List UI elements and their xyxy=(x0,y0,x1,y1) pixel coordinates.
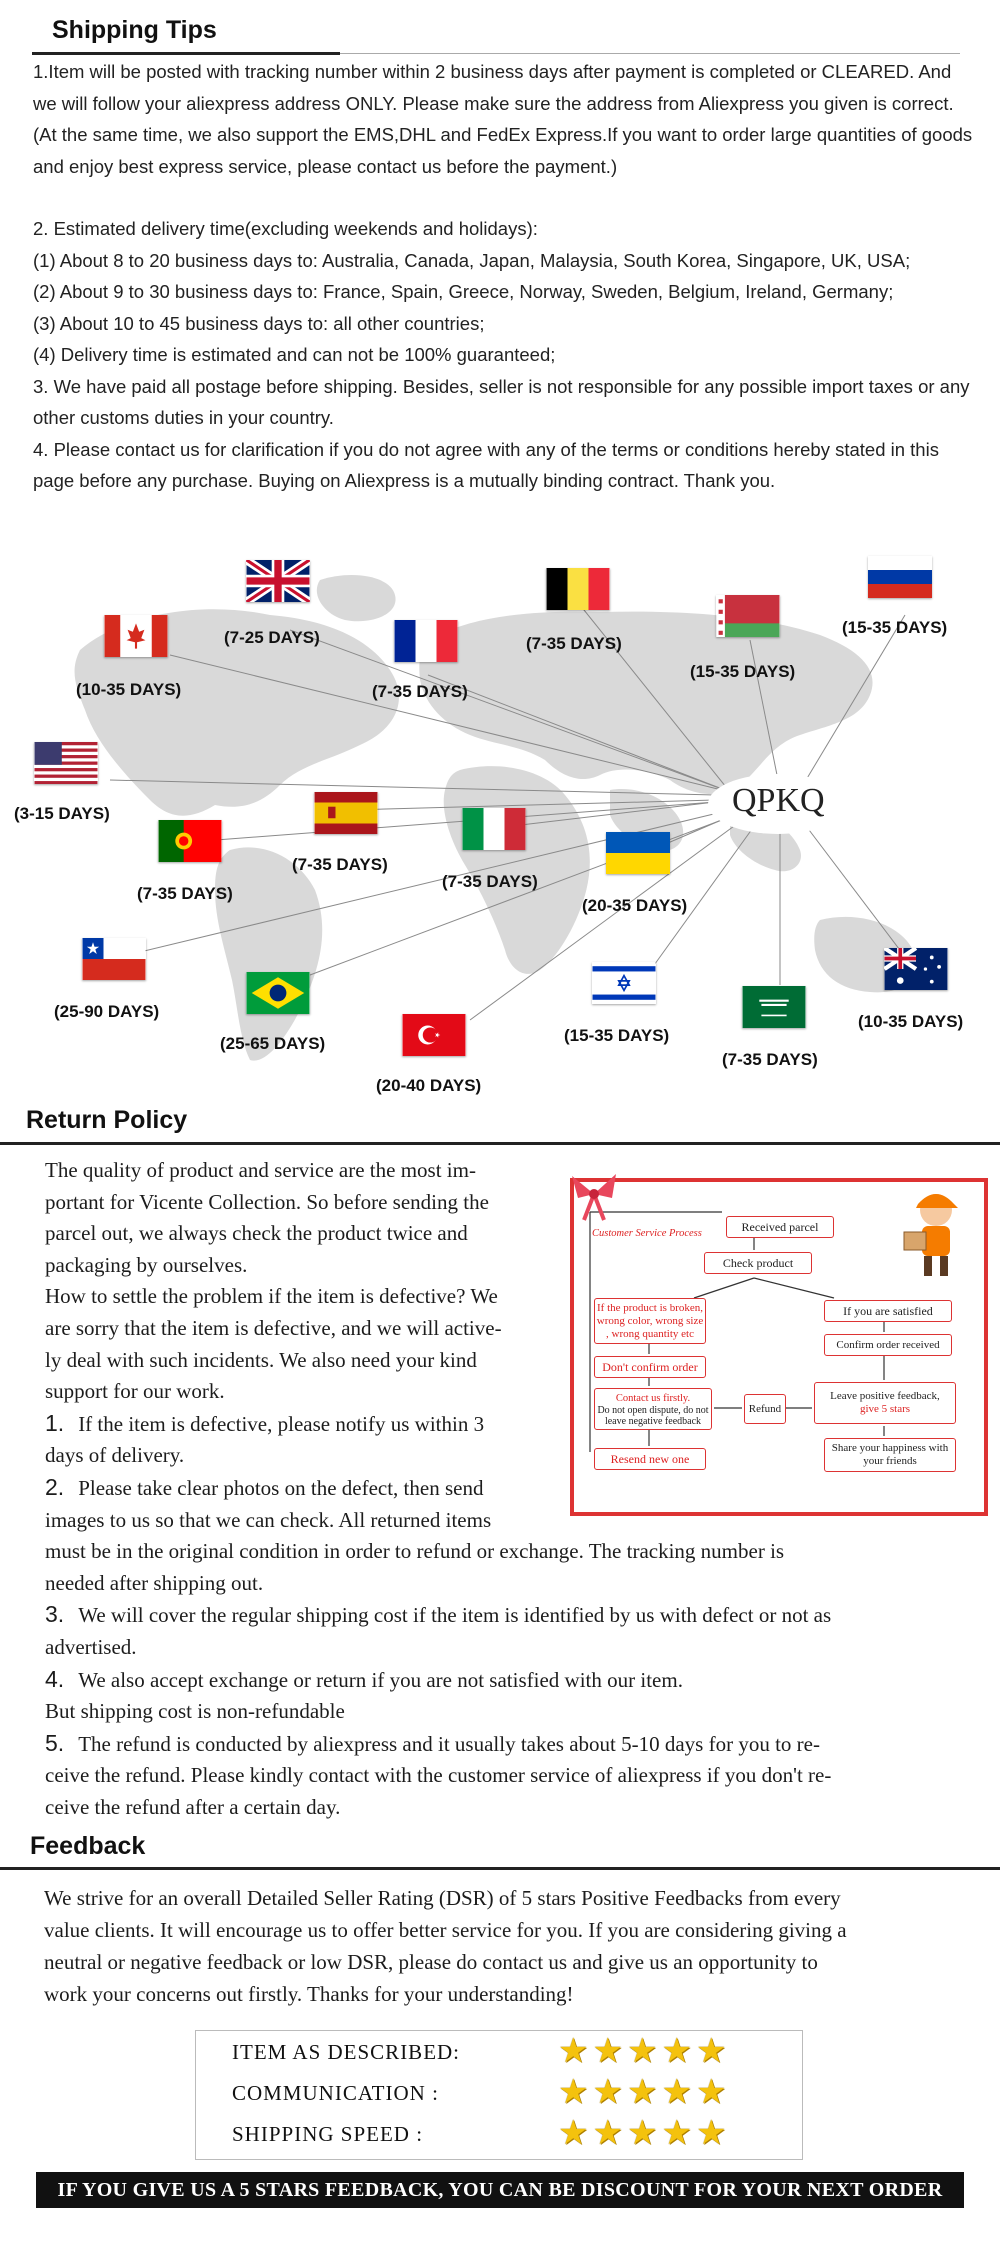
return-item-3 xyxy=(45,1599,965,1632)
feedback-line: neutral or negative feedback or low DSR, please do contact us and give us an opportunity to xyxy=(44,1950,818,1974)
shipping-line: (1) About 8 to 20 business days to: Australia, Canada, Japan, Malaysia, South Korea, Singapore, UK, USA; xyxy=(33,249,911,271)
label-australia: (10-35 DAYS) xyxy=(858,1012,964,1031)
shipping-title-rule xyxy=(32,52,340,55)
label-uk: (7-25 DAYS) xyxy=(224,628,320,647)
item-text: If the item is defective, please notify us within 3 xyxy=(78,1411,485,1436)
rating-label-shipping: SHIPPING SPEED : xyxy=(232,2122,424,2146)
russia-flag-icon xyxy=(868,556,932,598)
label-saudi: (7-35 DAYS) xyxy=(722,1050,818,1069)
label-israel: (15-35 DAYS) xyxy=(564,1026,670,1045)
star-icon: ★ xyxy=(695,2032,727,2070)
return-line: ceive the refund after a certain day. xyxy=(45,1794,341,1819)
process-confirm: Confirm order received xyxy=(824,1334,952,1356)
ribbon-bow-icon xyxy=(564,1164,624,1224)
label-canada: (10-35 DAYS) xyxy=(76,680,182,699)
process-contact xyxy=(594,1388,712,1430)
item-text: We will cover the regular shipping cost if the item is identified by us with defect or not as xyxy=(78,1603,832,1628)
process-leave-text: Leave positive feedback, xyxy=(830,1390,940,1402)
return-line: images to us so that we can check. All returned items xyxy=(45,1507,492,1532)
feedback-body xyxy=(44,1882,974,2010)
return-line: are sorry that the item is defective, and we will active- xyxy=(45,1315,502,1340)
shipping-line: and enjoy best express service, please contact us before the payment.) xyxy=(33,155,618,177)
star-icon: ★ xyxy=(661,2114,692,2152)
return-line: advertised. xyxy=(45,1634,137,1659)
feedback-line: work your concerns out firstly. Thanks for your understanding! xyxy=(44,1982,574,2006)
uk-flag-icon xyxy=(246,560,310,602)
label-belarus: (15-35 DAYS) xyxy=(690,662,796,681)
shipping-line: 4. Please contact us for clarification if you do not agree with any of the terms or conditions hereby stated in this xyxy=(33,438,939,460)
rating-stars xyxy=(558,2116,726,2150)
turkey-flag-icon xyxy=(402,1014,466,1056)
chile-flag-icon xyxy=(82,938,146,980)
label-italy: (7-35 DAYS) xyxy=(442,872,538,891)
return-line: needed after shipping out. xyxy=(45,1570,264,1595)
process-leave-feedback xyxy=(814,1382,956,1424)
label-turkey: (20-40 DAYS) xyxy=(376,1076,482,1095)
world-map xyxy=(0,520,1000,1110)
item-text: The refund is conducted by aliexpress and it usually takes about 5-10 days for you to re- xyxy=(78,1731,820,1756)
discount-banner xyxy=(36,2172,964,2208)
portugal-flag-icon xyxy=(158,820,222,862)
label-brazil: (25-65 DAYS) xyxy=(220,1034,326,1053)
return-line: parcel out, we always check the product twice and xyxy=(45,1221,468,1246)
label-ukraine: (20-35 DAYS) xyxy=(582,896,688,915)
process-satisfied: If you are satisfied xyxy=(824,1300,952,1322)
star-icon: ★ xyxy=(695,2114,727,2152)
process-contact-title: Contact us firstly. xyxy=(615,1392,691,1404)
process-check: Check product xyxy=(704,1252,812,1274)
return-line: But shipping cost is non-refundable xyxy=(45,1699,345,1724)
saudi-flag-icon xyxy=(742,986,806,1028)
star-icon: ★ xyxy=(695,2073,727,2111)
ukraine-flag-icon xyxy=(606,832,670,874)
shipping-line: we will follow your aliexpress address ONLY. Please make sure the address from Aliexpress you given is correct. xyxy=(33,92,954,114)
hub-label: QPKQ xyxy=(732,782,825,819)
item-number: 3. xyxy=(45,1601,65,1628)
rating-label-item: ITEM AS DESCRIBED: xyxy=(232,2040,461,2064)
label-belgium: (7-35 DAYS) xyxy=(526,634,622,653)
process-broken: If the product is broken, wrong color, wrong size , wrong quantity etc xyxy=(594,1298,706,1344)
rating-label-communication: COMMUNICATION : xyxy=(232,2081,439,2105)
shipping-line: page before any purchase. Buying on Aliexpress is a mutually binding contract. Thank you. xyxy=(33,470,776,491)
shipping-title-rule-thin xyxy=(340,53,960,54)
canada-flag-icon xyxy=(104,615,168,657)
item-number: 4. xyxy=(45,1665,65,1692)
process-received: Received parcel xyxy=(726,1216,834,1238)
return-line: ly deal with such incidents. We also need your kind xyxy=(45,1347,477,1372)
shipping-body xyxy=(33,56,983,497)
label-chile: (25-90 DAYS) xyxy=(54,1002,160,1021)
star-icon: ★ xyxy=(558,2114,589,2152)
shipping-line: 1.Item will be posted with tracking number within 2 business days after payment is completed or CLEARED. And xyxy=(33,61,952,82)
star-icon: ★ xyxy=(626,2073,658,2111)
return-policy-rule xyxy=(0,1142,1000,1145)
process-no-dispute: Do not open dispute, do not leave negative feedback xyxy=(597,1404,709,1427)
star-icon: ★ xyxy=(558,2032,589,2070)
shipping-line: (At the same time, we also support the EMS,DHL and FedEx Express.If you want to order large quantities of goods xyxy=(33,124,973,145)
feedback-line: value clients. It will encourage us to offer better service for you. If you are considering giving a xyxy=(44,1918,847,1942)
process-dont-confirm: Don't confirm order xyxy=(594,1356,706,1378)
shipping-line: (2) About 9 to 30 business days to: France, Spain, Greece, Norway, Sweden, Belgium, Ireland, Germany; xyxy=(33,281,894,302)
shipping-line: 3. We have paid all postage before shipping. Besides, seller is not responsible for any possible import taxes or any xyxy=(33,375,970,397)
shipping-line: other customs duties in your country. xyxy=(33,407,334,428)
return-line: The quality of product and service are the most im- xyxy=(45,1158,476,1182)
label-usa: (3-15 DAYS) xyxy=(14,804,110,823)
customer-service-process xyxy=(570,1178,988,1516)
star-icon: ★ xyxy=(592,2073,623,2111)
return-line: ceive the refund. Please kindly contact with the customer service of aliexpress if you don't re- xyxy=(45,1763,832,1788)
courier-mascot-icon xyxy=(896,1184,976,1282)
return-item-5 xyxy=(45,1728,965,1761)
feedback-rule xyxy=(0,1867,1000,1870)
spain-flag-icon xyxy=(314,792,378,834)
process-refund: Refund xyxy=(744,1394,786,1424)
return-line: support for our work. xyxy=(45,1379,225,1404)
star-icon: ★ xyxy=(592,2032,623,2070)
usa-flag-icon xyxy=(34,742,98,784)
return-line: portant for Vicente Collection. So before sending the xyxy=(45,1189,489,1214)
star-icon: ★ xyxy=(661,2032,692,2070)
label-spain: (7-35 DAYS) xyxy=(292,855,388,874)
process-share: Share your happiness with your friends xyxy=(824,1438,956,1472)
feedback-title: Feedback xyxy=(30,1832,146,1860)
discount-banner-text: IF YOU GIVE US A 5 STARS FEEDBACK, YOU CAN BE DISCOUNT FOR YOUR NEXT ORDER xyxy=(57,2178,943,2201)
item-number: 5. xyxy=(45,1729,65,1756)
shipping-line: (4) Delivery time is estimated and can not be 100% guaranteed; xyxy=(33,344,556,365)
belgium-flag-icon xyxy=(546,568,610,610)
item-number: 1. xyxy=(45,1409,65,1436)
item-text: Please take clear photos on the defect, then send xyxy=(78,1475,484,1500)
process-give-stars: give 5 stars xyxy=(859,1403,911,1415)
return-line: How to settle the problem if the item is defective? We xyxy=(45,1284,498,1309)
label-russia: (15-35 DAYS) xyxy=(842,618,948,637)
shipping-line: (3) About 10 to 45 business days to: all other countries; xyxy=(33,312,485,334)
australia-flag-icon xyxy=(884,948,948,990)
france-flag-icon xyxy=(394,620,458,662)
feedback-line: We strive for an overall Detailed Seller Rating (DSR) of 5 stars Positive Feedbacks from every xyxy=(44,1886,841,1910)
item-text: We also accept exchange or return if you are not satisfied with our item. xyxy=(78,1667,683,1692)
label-france: (7-35 DAYS) xyxy=(372,682,468,701)
israel-flag-icon xyxy=(592,962,656,1004)
italy-flag-icon xyxy=(462,808,526,850)
return-line: packaging by ourselves. xyxy=(45,1252,248,1277)
shipping-title: Shipping Tips xyxy=(52,16,217,44)
return-line: must be in the original condition in order to refund or exchange. The tracking number is xyxy=(45,1539,785,1564)
process-heading: Customer Service Process xyxy=(592,1228,702,1239)
brazil-flag-icon xyxy=(246,972,310,1014)
rating-stars xyxy=(558,2075,726,2109)
shipping-line: 2. Estimated delivery time(excluding weekends and holidays): xyxy=(33,218,538,239)
star-icon: ★ xyxy=(592,2114,623,2152)
belarus-flag-icon xyxy=(716,595,780,637)
return-item-4 xyxy=(45,1664,965,1697)
star-icon: ★ xyxy=(661,2073,692,2111)
return-policy-title: Return Policy xyxy=(26,1106,188,1134)
star-icon: ★ xyxy=(626,2032,658,2070)
process-resend: Resend new one xyxy=(594,1448,706,1470)
star-icon: ★ xyxy=(558,2073,589,2111)
rating-stars xyxy=(558,2034,726,2068)
star-icon: ★ xyxy=(626,2114,658,2152)
label-portugal: (7-35 DAYS) xyxy=(137,884,233,903)
return-line: days of delivery. xyxy=(45,1443,185,1468)
item-number: 2. xyxy=(45,1473,65,1500)
